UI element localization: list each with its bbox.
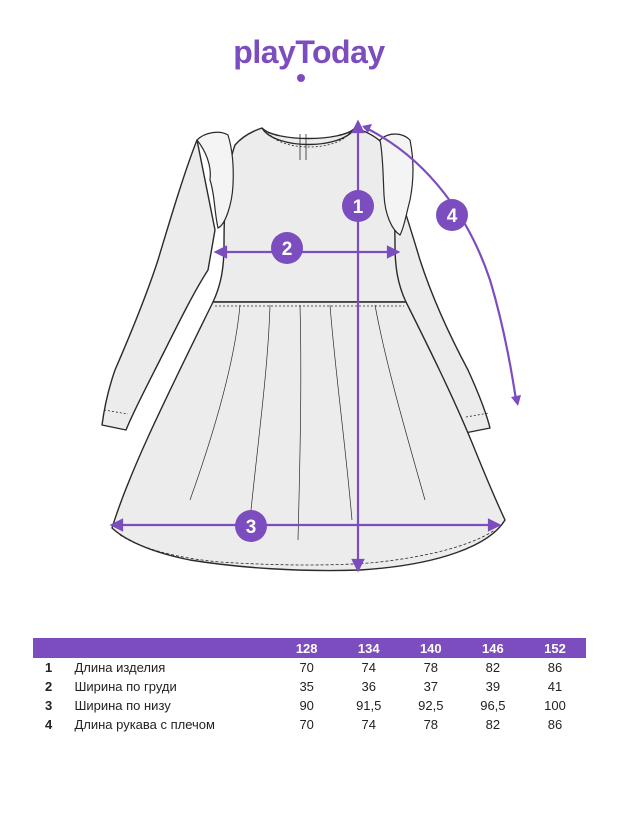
row-index: 1 [45, 660, 53, 675]
cell-value: 96,5 [480, 698, 506, 713]
cell-value: 78 [423, 660, 439, 675]
cell-value: 78 [423, 717, 439, 732]
cell-value: 82 [485, 717, 501, 732]
measure-marker-1 [342, 190, 374, 222]
size-header: 146 [482, 640, 504, 656]
cell-value: 74 [361, 660, 376, 675]
row-name: Длина изделия [74, 660, 166, 675]
cell-value: 86 [547, 660, 563, 675]
bodice [213, 128, 406, 302]
cell-value: 91,5 [356, 698, 382, 713]
cell-value: 36 [361, 679, 376, 694]
marker-label: 2 [281, 239, 293, 260]
cell-value: 70 [299, 717, 314, 732]
cell-value: 35 [299, 679, 314, 694]
cell-value: 86 [547, 717, 563, 732]
brand-logo-text: playToday [233, 34, 385, 70]
table-row [33, 715, 586, 734]
row-name: Длина рукава с плечом [74, 717, 215, 732]
measure-arrow [216, 247, 226, 257]
marker-label: 3 [245, 517, 257, 538]
row-index: 4 [45, 717, 53, 732]
cell-value: 70 [299, 660, 314, 675]
measure-arrow [353, 122, 363, 132]
row-index: 2 [45, 679, 53, 694]
size-header: 152 [544, 640, 566, 656]
measure-marker-4 [436, 199, 468, 231]
size-header: 134 [357, 640, 380, 656]
table-row [33, 696, 586, 715]
marker-label: 4 [446, 206, 458, 227]
size-header: 128 [295, 640, 318, 656]
measure-marker-3 [235, 510, 267, 542]
table-row [33, 658, 586, 677]
cell-value: 82 [485, 660, 501, 675]
size-table-header [33, 638, 586, 658]
cell-value: 37 [423, 679, 439, 694]
cell-value: 100 [544, 698, 566, 713]
size-header: 140 [419, 640, 442, 656]
cell-value: 90 [299, 698, 314, 713]
size-table [33, 638, 586, 734]
cell-value: 39 [485, 679, 501, 694]
table-row [33, 677, 586, 696]
row-name: Ширина по низу [74, 698, 171, 713]
row-name: Ширина по груди [74, 679, 177, 694]
measure-marker-2 [271, 232, 303, 264]
cell-value: 92,5 [418, 698, 444, 713]
cell-value: 74 [361, 717, 376, 732]
measure-arrow [511, 395, 521, 406]
marker-label: 1 [352, 197, 364, 218]
row-index: 3 [45, 698, 53, 713]
cell-value: 41 [547, 679, 563, 694]
